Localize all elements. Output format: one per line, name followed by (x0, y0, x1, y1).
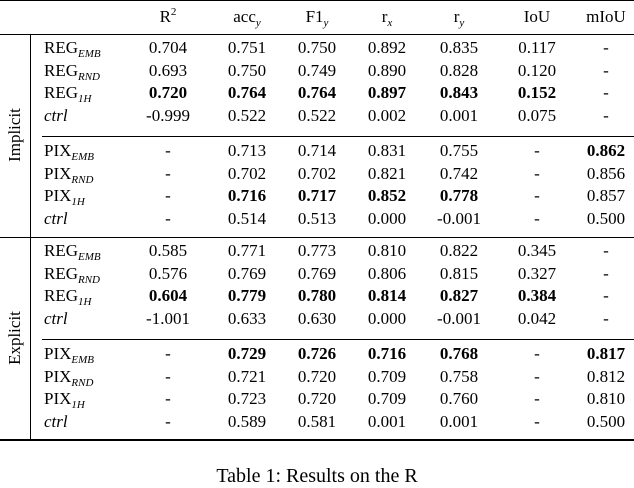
table-cell: -0.001 (437, 208, 481, 228)
col-header-iou-text: IoU (523, 7, 551, 26)
table-cell: - (165, 163, 171, 183)
col-header-acc-sub: y (255, 17, 261, 29)
group-label-separator (30, 34, 31, 440)
table-cell: 0.726 (297, 344, 337, 363)
table-cell: 0.856 (586, 163, 626, 183)
table-cell: 0.779 (227, 286, 267, 305)
table-cell: 0.821 (367, 163, 407, 183)
col-header-iou (500, 7, 574, 27)
subblock-rule-implicit (42, 136, 634, 137)
table-cell: 0.152 (517, 83, 557, 102)
row-label (44, 344, 94, 366)
row-label-name: PIX (44, 389, 72, 408)
table-cell: 0.750 (297, 38, 337, 57)
table-cell: 0.576 (148, 263, 188, 283)
table-cell: 0.742 (439, 163, 479, 183)
table-cell: - (165, 389, 171, 408)
row-label (44, 241, 101, 263)
table-cell: 0.716 (367, 344, 407, 363)
table-cell: 0.000 (367, 208, 407, 228)
table-cell: - (534, 344, 540, 363)
group-label-explicit: Explicit (5, 311, 24, 365)
col-header-rx (352, 7, 422, 29)
table-cell: -1.001 (146, 308, 190, 328)
table-cell: - (534, 163, 540, 183)
row-label-name: PIX (44, 344, 72, 363)
table-cell: 0.828 (439, 60, 479, 80)
table-cell: 0.630 (297, 308, 337, 328)
table-cell: 0.709 (367, 389, 407, 408)
table-cell: 0.764 (227, 83, 267, 102)
table-cell: 0.704 (148, 38, 188, 57)
table-cell: 0.769 (297, 263, 337, 283)
row-label-subscript: 1H (71, 399, 85, 411)
table-cell: 0.773 (297, 241, 337, 260)
table-cell: 0.771 (227, 241, 267, 260)
row-label (44, 106, 68, 126)
table-cell: 0.717 (297, 186, 337, 205)
table-cell: 0.780 (297, 286, 337, 305)
table-cell: 0.702 (297, 163, 337, 183)
row-label-name: ctrl (44, 411, 68, 431)
table-cell: 0.852 (367, 186, 407, 205)
table-cell: 0.831 (367, 141, 407, 160)
table-cell: 0.810 (586, 389, 626, 408)
table-cell: - (165, 366, 171, 386)
table-cell: - (534, 141, 540, 160)
table-cell: 0.384 (517, 286, 557, 305)
row-label (44, 164, 93, 186)
table-caption: Table 1: Results on the R (216, 465, 418, 487)
row-label-name: PIX (44, 163, 72, 183)
table-cell: 0.327 (517, 263, 557, 283)
table-cell: - (603, 286, 609, 305)
row-label-name: PIX (44, 366, 72, 386)
table-cell: 0.513 (297, 208, 337, 228)
row-label (44, 309, 68, 329)
row-label (44, 83, 91, 105)
table-cell: 0.522 (297, 105, 337, 125)
col-header-f1-text: F1 (305, 7, 324, 26)
col-header-r2-text: R (159, 7, 171, 26)
table-cell: 0.720 (297, 366, 337, 386)
table-cell: 0.721 (227, 366, 267, 386)
table-cell: 0.810 (367, 241, 407, 260)
table-cell: 0.633 (227, 308, 267, 328)
row-label-name: REG (44, 83, 78, 102)
row-label-subscript: 1H (71, 196, 85, 208)
table-cell: 0.751 (227, 38, 267, 57)
table-cell: 0.758 (439, 366, 479, 386)
table-cell: 0.500 (586, 411, 626, 431)
table-cell: 0.812 (586, 366, 626, 386)
table-cell: - (165, 186, 171, 205)
table-cell: 0.117 (518, 38, 556, 57)
table-cell: 0.002 (367, 105, 407, 125)
row-label-name: PIX (44, 186, 72, 205)
group-label-implicit: Implicit (5, 108, 24, 162)
table-cell: 0.720 (148, 83, 188, 102)
row-label-name: ctrl (44, 208, 68, 228)
table-cell: 0.716 (227, 186, 267, 205)
table-cell: 0.815 (439, 263, 479, 283)
table-cell: 0.693 (148, 60, 188, 80)
table-cell: 0.892 (367, 38, 407, 57)
table-cell: 0.890 (367, 60, 407, 80)
row-label-name: PIX (44, 141, 72, 160)
table-cell: 0.604 (148, 286, 188, 305)
table-cell: 0.806 (367, 263, 407, 283)
table-cell: 0.720 (297, 389, 337, 408)
table-cell: 0.001 (367, 411, 407, 431)
row-label (44, 141, 94, 163)
table-cell: 0.857 (586, 186, 626, 205)
table-cell: 0.729 (227, 344, 267, 363)
table-cell: 0.589 (227, 411, 267, 431)
table-cell: -0.001 (437, 308, 481, 328)
table-cell: 0.843 (439, 83, 479, 102)
row-label-name: ctrl (44, 308, 68, 328)
col-header-ry (424, 7, 494, 29)
col-header-r2-sup: 2 (170, 6, 177, 18)
table-cell: - (165, 344, 171, 363)
table-cell: 0.000 (367, 308, 407, 328)
col-header-ry-sub: y (459, 17, 465, 29)
table-cell: 0.723 (227, 389, 267, 408)
row-label-subscript: EMB (71, 151, 95, 163)
row-label-name: REG (44, 241, 78, 260)
table-cell: - (603, 263, 609, 283)
table-cell: 0.042 (517, 308, 557, 328)
col-header-ry-text: r (453, 7, 460, 26)
row-label-subscript: RND (71, 376, 94, 389)
col-header-f1 (282, 7, 352, 29)
table-cell: 0.075 (517, 105, 557, 125)
col-header-miou (574, 7, 634, 27)
row-label-subscript: RND (78, 273, 100, 286)
row-label (44, 38, 101, 60)
table-cell: 0.897 (367, 83, 407, 102)
table-cell: - (603, 60, 609, 80)
table-cell: - (603, 241, 609, 260)
table-cell: 0.581 (297, 411, 337, 431)
row-label (44, 286, 91, 308)
table-cell: - (534, 366, 540, 386)
table-cell: - (534, 411, 540, 431)
table-cell: 0.768 (439, 344, 479, 363)
table-cell: -0.999 (146, 105, 190, 125)
col-header-miou-text: mIoU (586, 7, 626, 26)
row-label (44, 367, 93, 389)
table-cell: - (165, 141, 171, 160)
table-cell: 0.514 (227, 208, 267, 228)
row-label-name: REG (44, 263, 78, 283)
table-cell: - (534, 389, 540, 408)
row-label-subscript: EMB (78, 48, 101, 60)
row-label-name: REG (44, 38, 78, 57)
table-cell: - (603, 308, 609, 328)
table-cell: 0.713 (227, 141, 267, 160)
table-cell: 0.001 (439, 105, 479, 125)
table-cell: 0.120 (517, 60, 557, 80)
header-rule (0, 34, 634, 35)
table-cell: 0.585 (148, 241, 188, 260)
table-cell: 0.814 (367, 286, 407, 305)
table-cell: 0.764 (297, 83, 337, 102)
col-header-rx-text: r (381, 7, 388, 26)
table-cell: 0.769 (227, 263, 267, 283)
table-cell: 0.835 (439, 38, 479, 57)
table-cell: 0.755 (439, 141, 479, 160)
row-label-name: ctrl (44, 105, 68, 125)
row-label-subscript: EMB (71, 354, 95, 366)
subblock-rule-explicit (42, 339, 634, 340)
table-cell: 0.001 (439, 411, 479, 431)
table-cell: 0.709 (367, 366, 407, 386)
col-header-f1-sub: y (323, 17, 329, 29)
row-label (44, 412, 68, 432)
table-cell: - (534, 208, 540, 228)
table-cell: 0.750 (227, 60, 267, 80)
table-cell: 0.817 (586, 344, 626, 363)
col-header-rx-sub: x (387, 17, 393, 29)
row-label (44, 209, 68, 229)
row-label (44, 61, 100, 83)
table-cell: 0.522 (227, 105, 267, 125)
row-label-name: REG (44, 60, 78, 80)
row-label-subscript: RND (71, 173, 94, 186)
table-cell: 0.714 (297, 141, 337, 160)
row-label-subscript: 1H (78, 296, 92, 308)
row-label (44, 186, 85, 208)
table-cell: - (165, 411, 171, 431)
table-cell: - (165, 208, 171, 228)
table-cell: 0.822 (439, 241, 479, 260)
row-label-subscript: 1H (78, 93, 92, 105)
row-label-name: REG (44, 286, 78, 305)
col-header-r2 (140, 7, 196, 29)
table-cell: 0.500 (586, 208, 626, 228)
top-rule (0, 0, 634, 1)
table-cell: - (603, 38, 609, 57)
table-cell: 0.827 (439, 286, 479, 305)
table-cell: - (603, 105, 609, 125)
row-label (44, 389, 85, 411)
table-cell: 0.749 (297, 60, 337, 80)
table-cell: 0.760 (439, 389, 479, 408)
group-divider-rule (0, 237, 634, 238)
table-cell: 0.345 (517, 241, 557, 260)
row-label-subscript: RND (78, 70, 100, 83)
row-label-subscript: EMB (78, 251, 101, 263)
col-header-acc (212, 7, 282, 29)
table-cell: 0.862 (586, 141, 626, 160)
row-label (44, 264, 100, 286)
table-cell: - (603, 83, 609, 102)
table-cell: 0.778 (439, 186, 479, 205)
col-header-acc-text: acc (233, 7, 256, 26)
table-cell: 0.702 (227, 163, 267, 183)
bottom-rule (0, 439, 634, 441)
table-cell: - (534, 186, 540, 205)
